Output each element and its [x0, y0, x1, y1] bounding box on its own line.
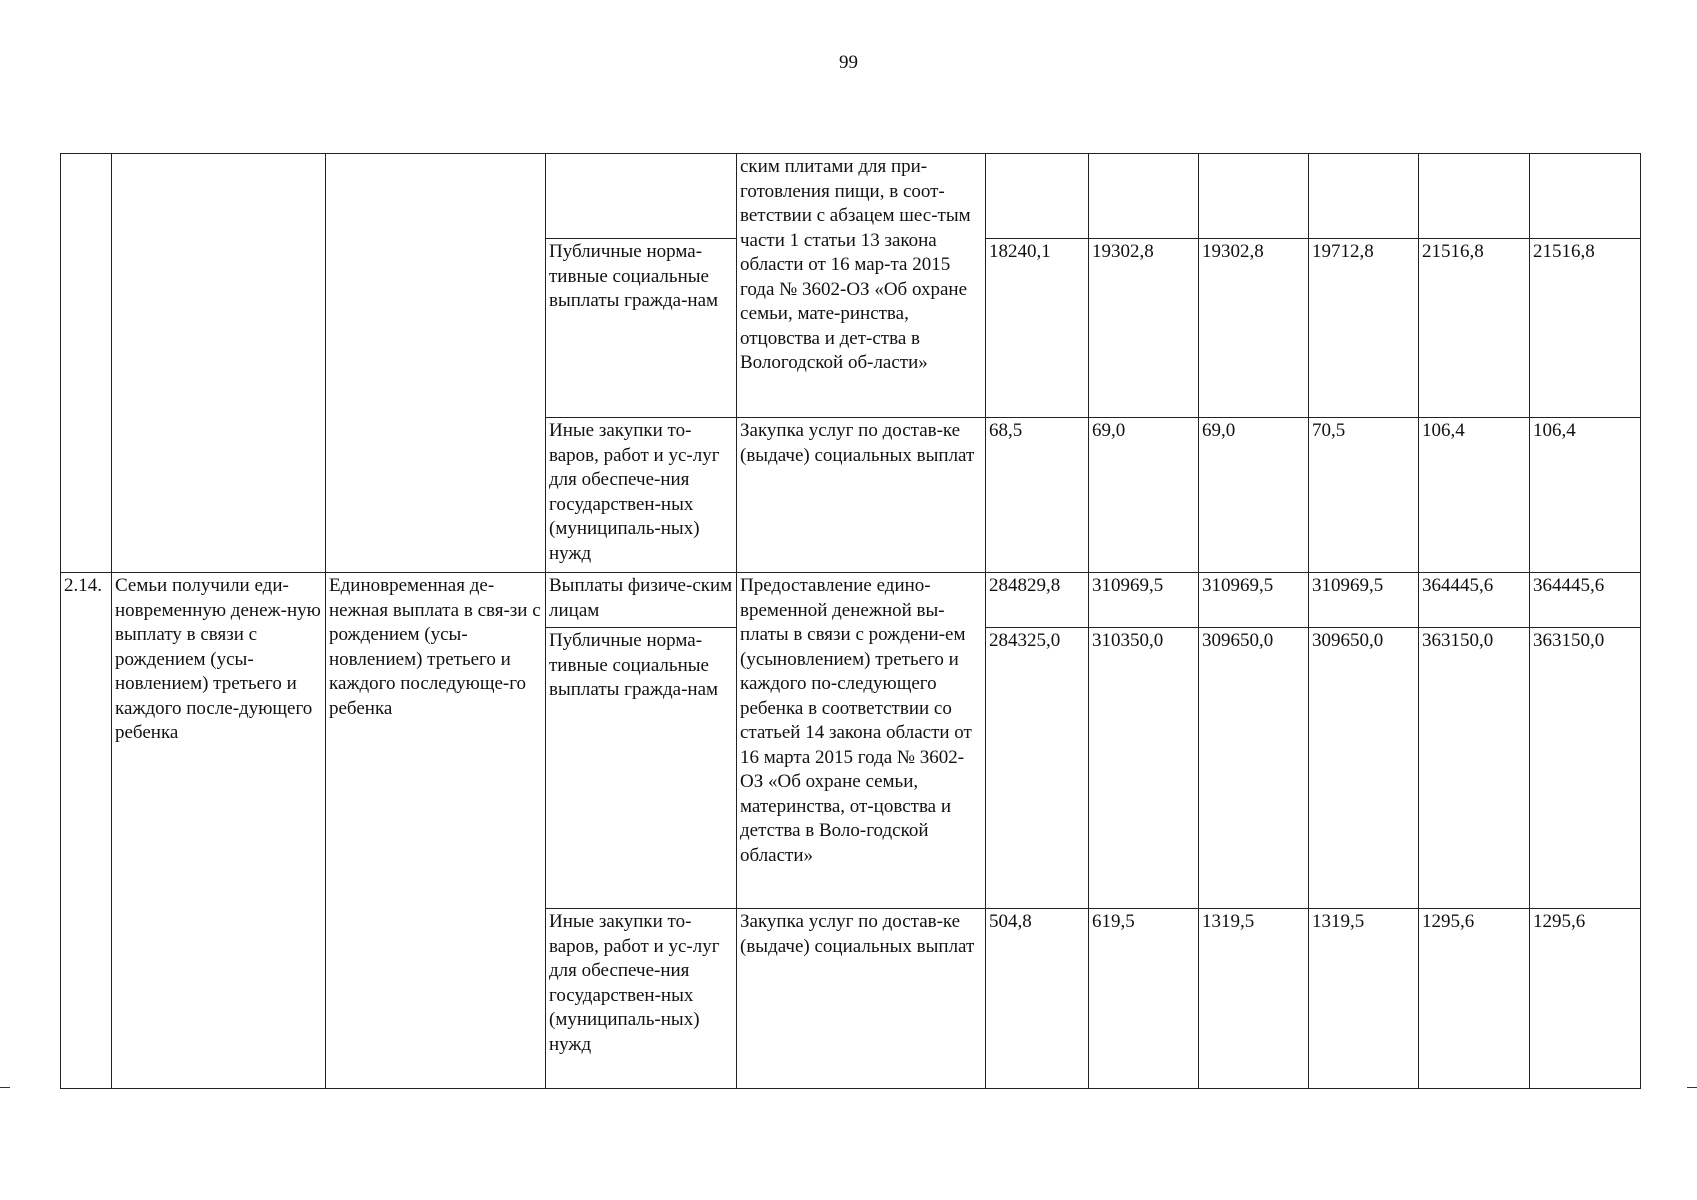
- mechanism-cell: ским плитами для при-готовления пищи, в соот-ветствии с абзацем шес-тым части 1 статьи 13 закона области от 16 мар-та 2015 года № 3602-ОЗ «Об охране семьи, мате-ринства, отцовства и дет-ства в Вологодской об-ласти»: [737, 154, 986, 418]
- value-cell: 19302,8: [1089, 239, 1199, 418]
- program-activities-table: [60, 153, 1641, 1089]
- result-cell: [112, 154, 326, 573]
- value-cell: 363150,0: [1530, 628, 1641, 909]
- value-cell: 310969,5: [1199, 573, 1309, 628]
- value-cell: 21516,8: [1530, 239, 1641, 418]
- value-cell: 69,0: [1199, 418, 1309, 573]
- page-number: 99: [839, 52, 858, 73]
- result-cell: Семьи получили еди-новременную денеж-ную выплату в связи с рождением (усы-новлением) третьего и каждого после-дующего ребенка: [112, 573, 326, 1089]
- mechanism-cell: Закупка услуг по достав-ке (выдаче) социальных выплат: [737, 909, 986, 1089]
- measure-cell: Единовременная де-нежная выплата в свя-зи с рождением (усы-новлением) третьего и каждого последующе-го ребенка: [326, 573, 546, 1089]
- value-cell: 363150,0: [1419, 628, 1530, 909]
- value-cell: [1309, 154, 1419, 239]
- value-cell: 309650,0: [1199, 628, 1309, 909]
- code-cell: 2.14.: [61, 573, 112, 1089]
- value-cell: 69,0: [1089, 418, 1199, 573]
- right-edge-mark: [1687, 1087, 1697, 1088]
- value-cell: [1419, 154, 1530, 239]
- value-cell: 284325,0: [986, 628, 1089, 909]
- value-cell: 310969,5: [1309, 573, 1419, 628]
- left-edge-mark: [0, 1087, 10, 1088]
- value-cell: [1530, 154, 1641, 239]
- expense-cell: Публичные норма-тивные социальные выплаты гражда-нам: [546, 239, 737, 418]
- value-cell: 18240,1: [986, 239, 1089, 418]
- expense-cell: [546, 154, 737, 239]
- value-cell: [1199, 154, 1309, 239]
- value-cell: 364445,6: [1530, 573, 1641, 628]
- mechanism-cell: Закупка услуг по достав-ке (выдаче) социальных выплат: [737, 418, 986, 573]
- value-cell: 504,8: [986, 909, 1089, 1089]
- value-cell: 70,5: [1309, 418, 1419, 573]
- value-cell: 1319,5: [1199, 909, 1309, 1089]
- value-cell: 19302,8: [1199, 239, 1309, 418]
- expense-cell: Иные закупки то-варов, работ и ус-луг для обеспече-ния государствен-ных (муниципаль-ных) нужд: [546, 418, 737, 573]
- expense-cell: Публичные норма-тивные социальные выплаты гражда-нам: [546, 628, 737, 909]
- value-cell: 1295,6: [1530, 909, 1641, 1089]
- value-cell: 284829,8: [986, 573, 1089, 628]
- value-cell: 68,5: [986, 418, 1089, 573]
- table-row: [61, 573, 1641, 628]
- value-cell: 106,4: [1419, 418, 1530, 573]
- expense-cell: Иные закупки то-варов, работ и ус-луг для обеспече-ния государствен-ных (муниципаль-ных) нужд: [546, 909, 737, 1089]
- expense-cell: Выплаты физиче-ским лицам: [546, 573, 737, 628]
- table-row: [61, 154, 1641, 239]
- value-cell: 619,5: [1089, 909, 1199, 1089]
- value-cell: [986, 154, 1089, 239]
- value-cell: 310969,5: [1089, 573, 1199, 628]
- value-cell: 310350,0: [1089, 628, 1199, 909]
- value-cell: 364445,6: [1419, 573, 1530, 628]
- value-cell: 1295,6: [1419, 909, 1530, 1089]
- value-cell: 309650,0: [1309, 628, 1419, 909]
- measure-cell: [326, 154, 546, 573]
- mechanism-cell: Предоставление едино-временной денежной вы-платы в связи с рождени-ем (усыновлением) третьего и каждого по-следующего ребенка в соответствии со статьей 14 закона области от 16 марта 2015 года № 3602-ОЗ «Об охране семьи, материнства, от-цовства и детства в Воло-годской области»: [737, 573, 986, 909]
- value-cell: 21516,8: [1419, 239, 1530, 418]
- code-cell: [61, 154, 112, 573]
- value-cell: 1319,5: [1309, 909, 1419, 1089]
- value-cell: [1089, 154, 1199, 239]
- value-cell: 19712,8: [1309, 239, 1419, 418]
- value-cell: 106,4: [1530, 418, 1641, 573]
